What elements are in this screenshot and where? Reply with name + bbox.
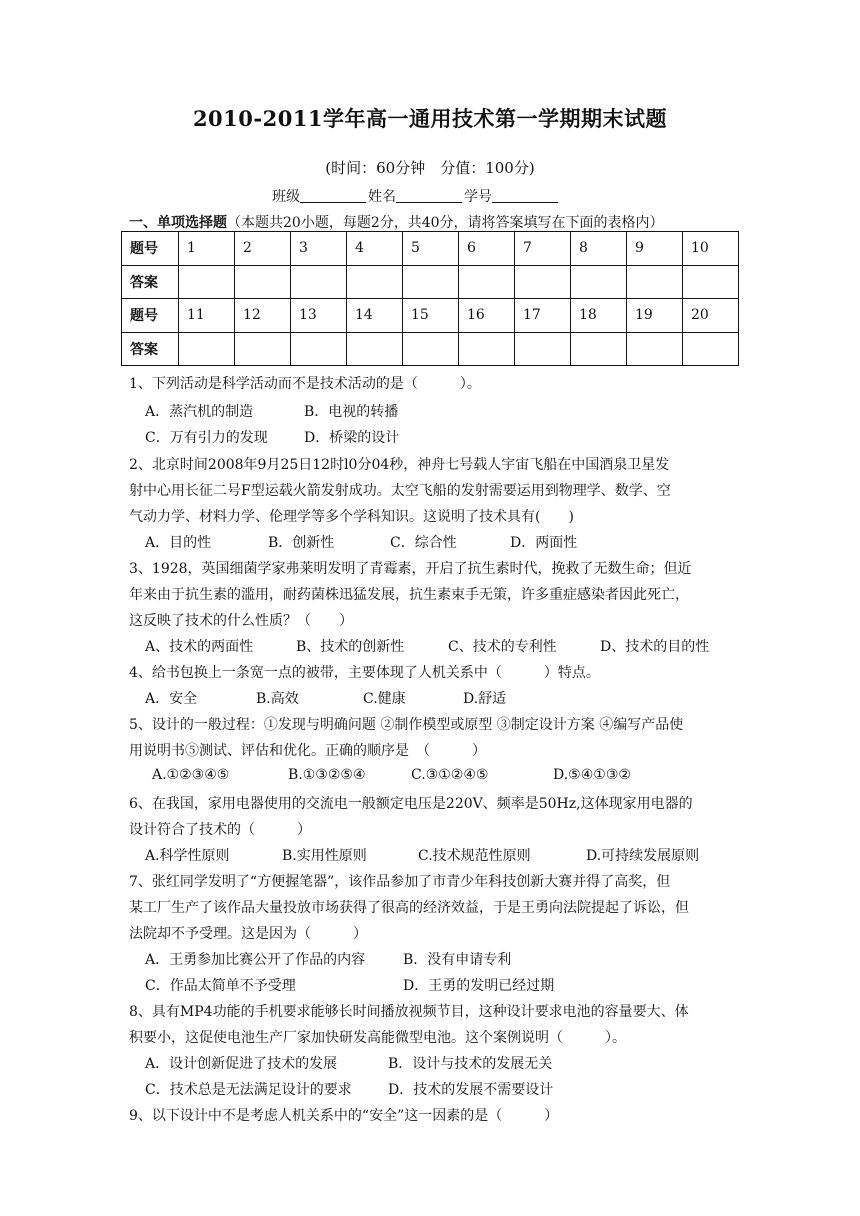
number-cell: 5 <box>403 232 459 266</box>
question-4-option-a: A．安全 <box>145 691 198 707</box>
question-1-option-a: A．蒸汽机的制造 <box>145 404 254 420</box>
number-cell: 20 <box>683 299 739 333</box>
question-3-option-b: B、技术的创新性 <box>296 639 405 655</box>
question-6-line-2: 设计符合了技术的（ ） <box>129 822 311 838</box>
question-7-line-3: 法院却不予受理。这是因为（ ） <box>129 926 367 942</box>
question-5-option-a: A.①②③④⑤ <box>152 767 230 783</box>
answer-cell[interactable] <box>179 332 235 366</box>
question-4-option-d: D.舒适 <box>463 691 507 707</box>
number-cell: 11 <box>179 299 235 333</box>
number-cell: 4 <box>347 232 403 266</box>
answer-cell[interactable] <box>291 332 347 366</box>
question-7-option-c: C．作品太简单不予受理 <box>145 978 296 994</box>
question-7-line-1: 7、张红同学发明了“方便握笔器”，该作品参加了市青少年科技创新大赛并得了高奖，但 <box>129 874 671 890</box>
class-blank <box>300 188 366 203</box>
number-cell: 19 <box>627 299 683 333</box>
question-8-option-b: B．设计与技术的发展无关 <box>388 1056 553 1072</box>
answer-cell[interactable] <box>459 265 515 299</box>
question-6-line-1: 6、在我国，家用电器使用的交流电一般额定电压是220V、频率是50Hz,这体现家用电器的 <box>129 796 693 812</box>
header-cell: 题号 <box>122 232 179 266</box>
table-row <box>122 299 739 333</box>
number-cell: 13 <box>291 299 347 333</box>
answer-cell[interactable] <box>347 332 403 366</box>
question-5-line-1: 5、设计的一般过程：①发现与明确问题 ②制作模型或原型 ③制定设计方案 ④编写产品使 <box>129 717 684 733</box>
question-1-option-c: C．万有引力的发现 <box>145 430 268 446</box>
question-5-option-d: D.⑤④①③② <box>553 767 631 783</box>
answer-cell[interactable] <box>571 265 627 299</box>
answer-cell[interactable] <box>291 265 347 299</box>
answer-label-cell: 答案 <box>122 332 179 366</box>
answer-cell[interactable] <box>235 265 291 299</box>
question-4-option-b: B.高效 <box>256 691 299 707</box>
answer-cell[interactable] <box>347 265 403 299</box>
answer-cell[interactable] <box>571 332 627 366</box>
question-6-option-b: B.实用性原则 <box>282 848 367 864</box>
exam-time-score: (时间：60分钟 分值：100分) <box>325 159 535 177</box>
question-7-option-b: B．没有申请专利 <box>403 952 512 968</box>
answer-cell[interactable] <box>683 265 739 299</box>
question-6-option-d: D.可持续发展原则 <box>586 848 700 864</box>
question-2-line-3: 气动力学、材料力学、伦理学等多个学科知识。这说明了技术具有( ) <box>129 509 574 525</box>
section-heading <box>129 212 664 232</box>
class-label: 班级 <box>272 189 300 205</box>
page-title: 2010-2011学年高一通用技术第一学期期末试题 <box>192 106 668 131</box>
number-cell: 9 <box>627 232 683 266</box>
number-cell: 14 <box>347 299 403 333</box>
question-1-stem: 1、下列活动是科学活动而不是技术活动的是（ ）。 <box>129 376 481 392</box>
question-1-option-d: D．桥梁的设计 <box>304 430 400 446</box>
answer-cell[interactable] <box>515 332 571 366</box>
question-7-option-a: A．王勇参加比赛公开了作品的内容 <box>145 952 366 968</box>
question-5-line-2: 用说明书⑤测试、评估和优化。正确的顺序是 （ ） <box>129 743 486 759</box>
question-2-line-2: 射中心用长征二号F型运载火箭发射成功。太空飞船的发射需要运用到物理学、数学、空 <box>129 483 671 499</box>
table-row <box>122 332 739 366</box>
number-cell: 18 <box>571 299 627 333</box>
question-5-option-b: B.①③②⑤④ <box>288 767 366 783</box>
number-cell: 6 <box>459 232 515 266</box>
number-cell: 15 <box>403 299 459 333</box>
id-blank <box>492 188 558 203</box>
question-8-line-1: 8、具有MP4功能的手机要求能够长时间播放视频节目，这种设计要求电池的容量要大、体 <box>129 1004 689 1020</box>
question-6-option-a: A.科学性原则 <box>145 848 230 864</box>
number-cell: 16 <box>459 299 515 333</box>
answer-cell[interactable] <box>235 332 291 366</box>
number-cell: 7 <box>515 232 571 266</box>
name-label: 姓名 <box>368 189 396 205</box>
question-2-option-b: B．创新性 <box>268 535 335 551</box>
question-8-option-d: D．技术的发展不需要设计 <box>388 1082 554 1098</box>
question-2-line-1: 2、北京时间2008年9月25日12时l0分04秒，神舟七号载人宇宙飞船在中国酒泉卫星发 <box>129 457 670 473</box>
number-cell: 8 <box>571 232 627 266</box>
question-3-option-c: C、技术的专利性 <box>448 639 557 655</box>
number-cell: 3 <box>291 232 347 266</box>
question-3-option-a: A、技术的两面性 <box>145 639 254 655</box>
id-label: 学号 <box>464 189 492 205</box>
question-4-option-c: C.健康 <box>363 691 406 707</box>
answer-table <box>121 231 739 366</box>
question-8-option-c: C．技术总是无法满足设计的要求 <box>145 1082 352 1098</box>
question-2-option-a: A．目的性 <box>145 535 212 551</box>
question-2-option-c: C．综合性 <box>390 535 457 551</box>
name-blank <box>396 188 462 203</box>
header-cell: 题号 <box>122 299 179 333</box>
question-7-line-2: 某工厂生产了该作品大量投放市场获得了很高的经济效益，于是王勇向法院提起了诉讼，但 <box>129 900 689 916</box>
number-cell: 12 <box>235 299 291 333</box>
question-9-stem: 9、以下设计中不是考虑人机关系中的“安全”这一因素的是（ ） <box>129 1108 559 1124</box>
number-cell: 17 <box>515 299 571 333</box>
answer-cell[interactable] <box>403 332 459 366</box>
answer-cell[interactable] <box>627 265 683 299</box>
number-cell: 10 <box>683 232 739 266</box>
question-2-option-d: D．两面性 <box>510 535 578 551</box>
table-row <box>122 232 739 266</box>
answer-cell[interactable] <box>683 332 739 366</box>
answer-cell[interactable] <box>403 265 459 299</box>
question-4-stem: 4、给书包换上一条宽一点的被带，主要体现了人机关系中（ ）特点。 <box>129 665 600 681</box>
question-5-option-c: C.③①②④⑤ <box>411 767 489 783</box>
question-6-option-c: C.技术规范性原则 <box>418 848 531 864</box>
answer-cell[interactable] <box>459 332 515 366</box>
student-info-line <box>272 186 560 206</box>
question-3-line-2: 年来由于抗生素的滥用，耐药菌株迅猛发展，抗生素束手无策，许多重症感染者因此死亡， <box>129 587 689 603</box>
number-cell: 1 <box>179 232 235 266</box>
answer-label-cell: 答案 <box>122 265 179 299</box>
question-1-option-b: B．电视的转播 <box>304 404 399 420</box>
section-note: （本题共20小题，每题2分，共40分，请将答案填写在下面的表格内） <box>227 215 664 231</box>
question-3-line-1: 3、1928，英国细菌学家弗莱明发明了青霉素，开启了抗生素时代，挽救了无数生命；但近 <box>129 561 692 577</box>
table-row <box>122 265 739 299</box>
question-8-option-a: A．设计创新促进了技术的发展 <box>145 1056 338 1072</box>
answer-cell[interactable] <box>179 265 235 299</box>
answer-cell[interactable] <box>627 332 683 366</box>
question-7-option-d: D．王勇的发明已经过期 <box>403 978 555 994</box>
question-3-option-d: D、技术的目的性 <box>600 639 710 655</box>
number-cell: 2 <box>235 232 291 266</box>
answer-cell[interactable] <box>515 265 571 299</box>
section-title: 一、单项选择题 <box>129 215 227 231</box>
question-8-line-2: 积要小，这促使电池生产厂家加快研发高能微型电池。这个案例说明（ ）。 <box>129 1030 626 1046</box>
question-3-line-3: 这反映了技术的什么性质？（ ） <box>129 613 353 629</box>
